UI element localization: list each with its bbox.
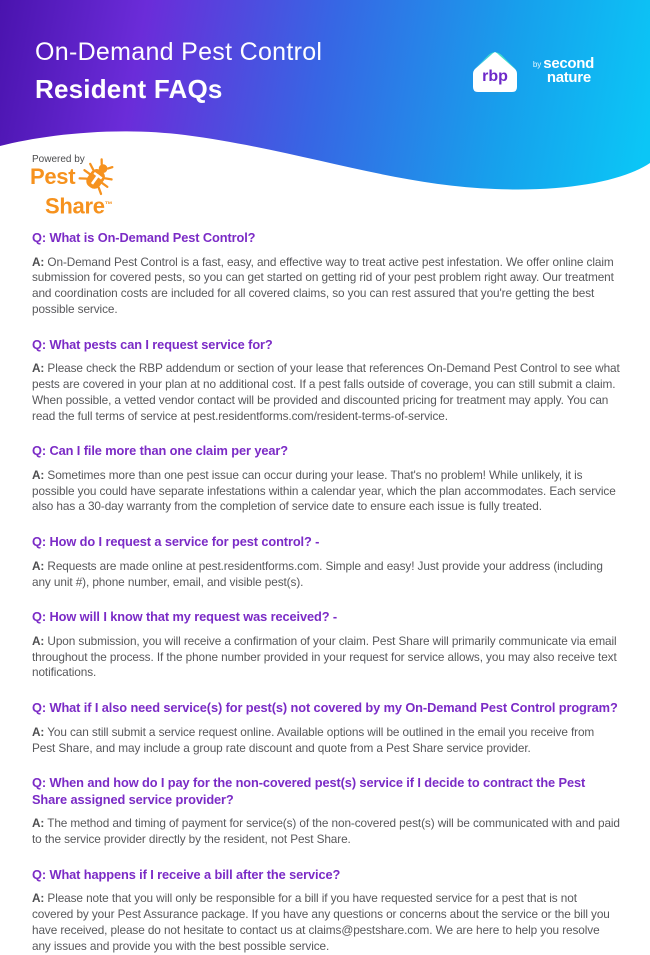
page-title-subtitle: Resident FAQs <box>35 74 223 104</box>
answer-prefix: A: <box>32 891 45 906</box>
bug-icon <box>80 159 114 195</box>
rbp-house-badge-icon <box>466 45 524 103</box>
faq-answer: A: On-Demand Pest Control is a fast, easy, and effective way to treat active pest infestation. We offer online claim submission for covered pests, so you can get started on getting rid of your pest problem right away. Our treatment and coordination costs are included for all covered claims, so you can rest assured that you're getting the best possible service. <box>32 254 614 316</box>
powered-by-label: Powered by <box>32 154 85 165</box>
faq-question: Q: When and how do I pay for the non-covered pest(s) service if I decide to contract the Pest Share assigned service provider? <box>32 775 586 807</box>
answer-prefix: A: <box>32 816 45 831</box>
answer-prefix: A: <box>32 633 45 648</box>
faq-answer: A: Requests are made online at pest.residentforms.com. Simple and easy! Just provide your address (including any unit #), phone number, email, and visible pest(s). <box>32 558 603 589</box>
second-nature-line2: nature <box>546 69 591 86</box>
faq-item <box>32 775 620 848</box>
faq-answer: A: Please note that you will only be responsible for a bill if you have requested service for a pest that is not covered by your Pest Assurance package. If you have any questions or concerns about the service or the bill you have received, please do not hesitate to contact us at claims@pestshare.com. We are here to help you resolve any issues and provide you with the best possible service. <box>32 891 610 953</box>
pestshare-wordmark-pest: Pest <box>30 164 76 189</box>
trademark-symbol: ™ <box>104 200 113 209</box>
faq-answer: A: You can still submit a service request online. Available options will be outlined in the email you receive from Pest Share, and may include a group rate discount and quote from a Pest Share service provider. <box>32 724 595 755</box>
answer-prefix: A: <box>32 724 45 739</box>
faq-item <box>32 867 620 955</box>
answer-prefix: A: <box>32 467 45 482</box>
faq-answer: A: Upon submission, you will receive a confirmation of your claim. Pest Share will primarily communicate via email throughout the process. If the phone number provided in your request for service allows, you may also receive text notifications. <box>32 633 617 680</box>
faq-answer: A: Sometimes more than one pest issue can occur during your lease. That's no problem! While unlikely, it is possible you could have separate infestations within a calendar year, which the plan accommodates. Each service also has a 30-day warranty from the completion of service date to ensure each issue is fully treated. <box>32 467 616 514</box>
faq-item <box>32 700 620 756</box>
second-nature-wordmark <box>533 57 594 84</box>
faq-answer: A: The method and timing of payment for service(s) of the non-covered pest(s) will be communicated with and paid to the service provider directly by the resident, not Pest Share. <box>32 816 620 847</box>
faq-item <box>32 230 620 318</box>
second-nature-line1: second <box>543 55 594 72</box>
faq-item <box>32 443 620 515</box>
rbp-second-nature-logo <box>466 45 594 103</box>
faq-question: Q: What happens if I receive a bill after the service? <box>32 866 341 882</box>
page-title-product: On-Demand Pest Control <box>35 38 323 66</box>
faq-question: Q: How do I request a service for pest control? - <box>32 534 320 550</box>
faq-question: Q: What pests can I request service for? <box>32 336 273 352</box>
header-banner <box>0 0 650 222</box>
faq-question: Q: What if I also need service(s) for pest(s) not covered by my On-Demand Pest Control program? <box>32 700 618 716</box>
answer-prefix: A: <box>32 558 45 573</box>
faq-question: Q: How will I know that my request was received? - <box>32 609 338 625</box>
faq-question: Q: What is On-Demand Pest Control? <box>32 230 256 245</box>
faq-list <box>0 222 650 955</box>
pest-share-logo <box>30 154 114 219</box>
answer-prefix: A: <box>32 361 45 376</box>
by-label: by <box>532 60 542 69</box>
faq-question: Q: Can I file more than one claim per year? <box>32 443 288 459</box>
faq-item <box>32 534 620 590</box>
pestshare-wordmark-share: Share <box>45 193 105 219</box>
faq-item <box>32 609 620 681</box>
faq-answer: A: Please check the RBP addendum or section of your lease that references On-Demand Pest Control to see what pests are covered in your plan at no additional cost. If a pest falls outside of coverage, you can still submit a claim. When possible, a vetted vendor contact will be provided and discounted pricing for treatment may apply. You can read the full terms of service at pest.residentforms.com/resident-terms-of-service. <box>32 361 620 423</box>
faq-item <box>32 337 620 425</box>
answer-prefix: A: <box>32 254 45 269</box>
page-title <box>35 38 322 105</box>
rbp-wordmark: rbp <box>481 68 508 85</box>
